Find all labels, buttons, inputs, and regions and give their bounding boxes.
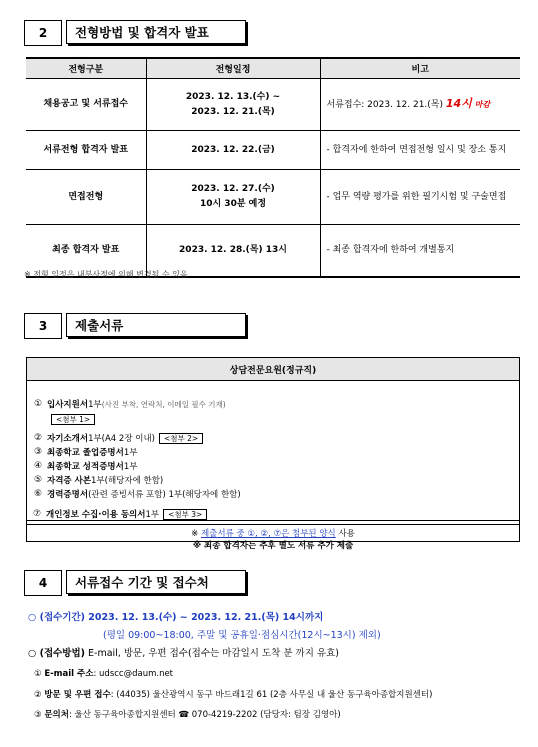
- method-value: E-mail, 방문, 우편 접수(접수는 마감일시 도착 분 까지 유효): [85, 648, 339, 659]
- section-number: 4: [24, 570, 62, 596]
- visit-value: : (44035) 울산광역시 동구 바드래1길 61 (2층 사무실 내 울산 동구육아종합지원센터): [110, 690, 433, 700]
- item-number: ⑤: [34, 475, 43, 485]
- list-item: [34, 432, 203, 444]
- list-item: [34, 446, 137, 458]
- note-cell: [320, 79, 520, 131]
- column-header: 전형구분: [26, 58, 146, 79]
- column-header: 전형일정: [146, 58, 320, 79]
- period-value: 2023. 12. 13.(수) ~ 2023. 12. 21.(목) 14시까지: [85, 612, 324, 623]
- note-cell: - 합격자에 한하여 면접전형 일시 및 장소 통지: [320, 131, 520, 170]
- apply-method: [28, 645, 339, 659]
- item-number: ②: [34, 433, 43, 443]
- table-row: [26, 131, 520, 170]
- date-line: 2023. 12. 13.(수) ~: [185, 91, 281, 102]
- period-note: (평일 09:00~18:00, 주말 및 공휴일·점심시간(12시~13시) 제외): [103, 630, 381, 641]
- email-label: E-mail 주소: [44, 669, 94, 679]
- item-text: 1부: [123, 462, 138, 472]
- item-number: ④: [34, 461, 43, 471]
- item-text: 1부: [145, 510, 160, 520]
- item-name: 자기소개서: [47, 434, 89, 444]
- note-suffix: 사용: [335, 529, 355, 539]
- email-value: : udscc@daum.net: [93, 669, 174, 679]
- attachment-tag: <첨부 3>: [163, 509, 207, 520]
- list-item: [34, 460, 137, 472]
- attachment-tag: <첨부 2>: [159, 433, 203, 444]
- schedule-footnote: ※ 전형 일정은 내부사정에 의해 변경될 수 있음: [24, 270, 188, 279]
- date-line: 2023. 12. 27.(수): [191, 184, 275, 194]
- template-note: 제출서류 중 ①, ②, ⑦은 첨부된 양식: [200, 529, 336, 539]
- item-number: ②: [34, 690, 42, 700]
- item-text: 1부(해당자에 한함): [91, 476, 164, 486]
- list-item: [34, 488, 241, 500]
- date-cell: [146, 170, 320, 225]
- note-cell: - 업무 역량 평가를 위한 필기시험 및 구술면접: [320, 170, 520, 225]
- note-line: [26, 527, 520, 539]
- stage-cell: 최종 합격자 발표: [26, 225, 146, 277]
- item-number: ①: [34, 669, 42, 679]
- note-text: 서류접수: 2023. 12. 21.(목): [326, 100, 446, 110]
- list-item: [33, 508, 207, 520]
- contact-value: : 울산 동구육아종합지원센터 ☎ 070-4219-2202 (담당자: 팀장 김영아): [68, 710, 341, 720]
- table-row: [26, 170, 520, 225]
- date-cell: [146, 79, 320, 131]
- stage-cell: 면접전형: [26, 170, 146, 225]
- item-number: ⑥: [34, 489, 43, 499]
- section-title: 제출서류: [66, 313, 246, 337]
- visit-label: 방문 및 우편 접수: [44, 690, 111, 700]
- note-suffix: 마감: [471, 100, 491, 109]
- section-title: 전형방법 및 합격자 발표: [66, 20, 246, 44]
- deadline-highlight: 14시: [445, 97, 472, 110]
- apply-period: [28, 609, 323, 623]
- column-header: 비고: [320, 58, 520, 79]
- list-item: [34, 474, 163, 486]
- list-item: [34, 398, 226, 410]
- item-name: 자격증 사본: [47, 476, 92, 486]
- item-number: ⑦: [33, 509, 42, 519]
- attachment-tag: <첨부 1>: [51, 414, 95, 425]
- stage-cell: 서류전형 합격자 발표: [26, 131, 146, 170]
- item-number: ①: [34, 399, 43, 409]
- contact-label: 문의처: [44, 710, 69, 720]
- documents-header: 상담전문요원(정규직): [27, 358, 519, 381]
- list-item: [47, 414, 95, 425]
- item-name: 개인정보 수집·이용 동의서: [46, 510, 146, 520]
- item-text: 1부(A4 2장 이내): [88, 434, 155, 444]
- item-text: (관련 증빙서류 포함) 1부(해당자에 한함): [88, 490, 241, 500]
- section-number: 2: [24, 20, 62, 46]
- item-subtext: (사진 부착, 연락처, 이메일 필수 기재): [101, 399, 226, 409]
- item-name: 입사지원서: [47, 400, 89, 410]
- visit-line: [34, 688, 432, 700]
- date-line: 2023. 12. 21.(목): [191, 106, 275, 117]
- date-cell: 2023. 12. 28.(목) 13시: [146, 225, 320, 277]
- contact-line: [34, 708, 341, 720]
- item-name: 경력증명서: [47, 490, 89, 500]
- date-cell: 2023. 12. 22.(금): [146, 131, 320, 170]
- table-row: [26, 79, 520, 131]
- stage-cell: 채용공고 및 서류접수: [26, 79, 146, 131]
- method-label: ○ (접수방법): [28, 648, 85, 659]
- item-name: 최종학교 졸업증명서: [47, 448, 124, 458]
- note-prefix: ※: [191, 529, 201, 539]
- email-line: [34, 667, 173, 679]
- item-name: 최종학교 성적증명서: [47, 462, 124, 472]
- item-text: 1부: [88, 400, 102, 410]
- schedule-table: [26, 57, 520, 278]
- table-header-row: [26, 58, 520, 79]
- section-number: 3: [24, 313, 62, 339]
- note-line: ※ 최종 합격자는 추후 별도 서류 추가 제출: [192, 541, 354, 551]
- item-number: ③: [34, 710, 42, 720]
- period-label: ○ (접수기간): [28, 612, 85, 623]
- note-cell: - 최종 합격자에 한하여 개별통지: [320, 225, 520, 277]
- item-text: 1부: [123, 448, 138, 458]
- section-title: 서류접수 기간 및 접수처: [66, 570, 246, 594]
- documents-notes: [26, 524, 520, 551]
- item-number: ③: [34, 447, 43, 457]
- date-line: 10시 30분 예정: [199, 199, 267, 209]
